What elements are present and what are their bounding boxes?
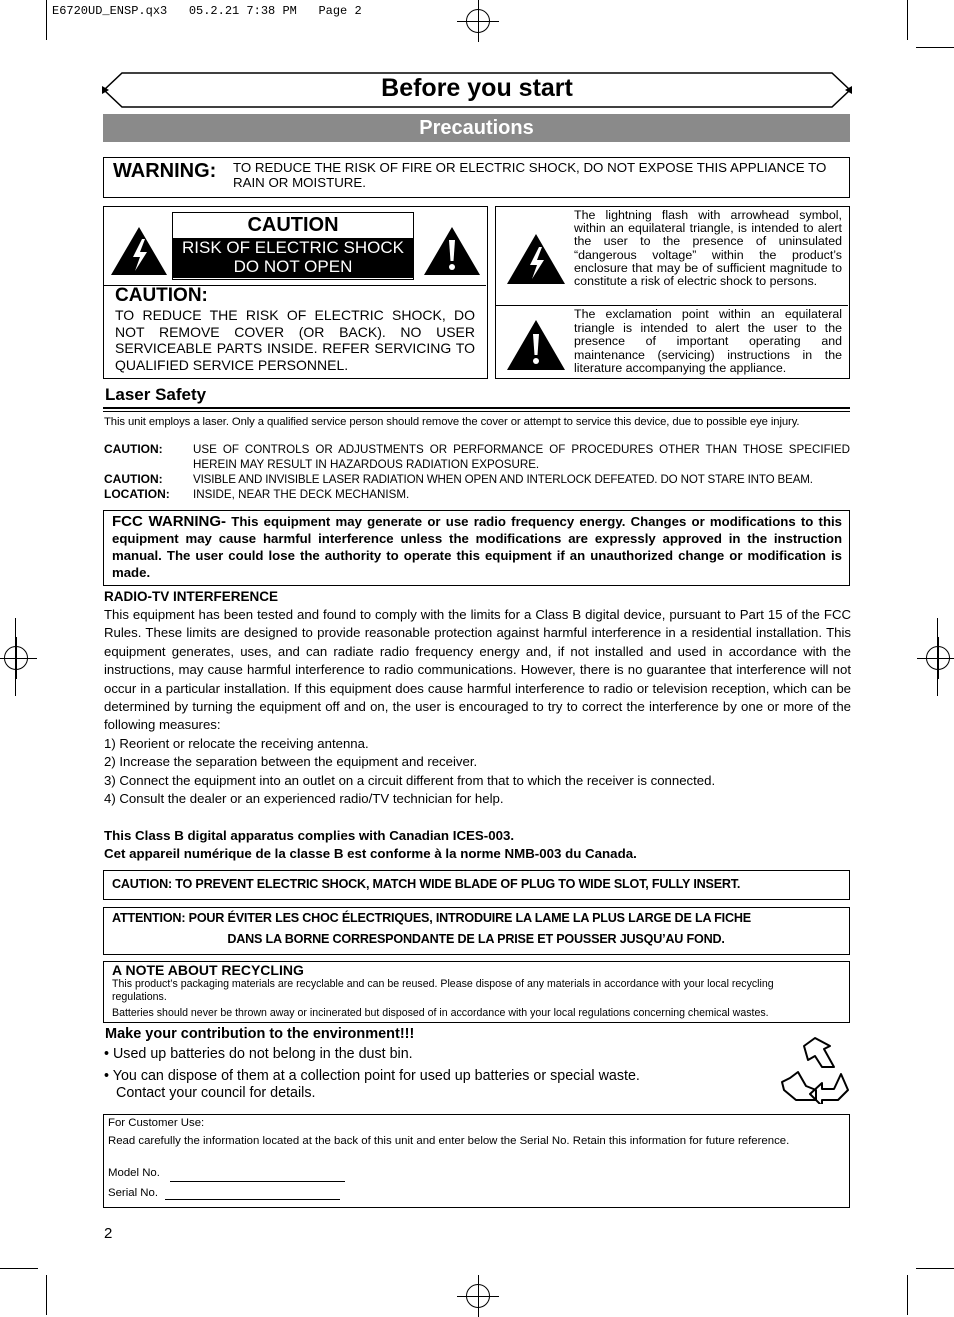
recycle-icon [778,1034,852,1104]
fcc-warning-text: This equipment may generate or use radio frequency energy. Changes or modifications to this equipment may cause harmful interference unless the modifications are expressly approved in the instruction manual. The user could lose the authority to operate this equipment if an unauthorized change or modification is made. [112,514,842,580]
laser-row-2-text: VISIBLE AND INVISIBLE LASER RADIATION WHEN OPEN AND INTERLOCK DEFEATED. DO NOT STARE INTO BEAM. [193,473,813,486]
laser-heading: Laser Safety [105,385,207,404]
caution-label-box [172,212,414,280]
crop-mark [907,0,908,40]
caution-text: TO REDUCE THE RISK OF ELECTRIC SHOCK, DO NOT REMOVE COVER (OR BACK). NO USER SERVICEABLE PARTS INSIDE. REFER SERVICING TO QUALIFIED SERVICE PERSONNEL. [115,307,475,373]
crop-mark [0,1268,38,1269]
recycling-line-1: This product’s packaging materials are recyclable and can be reused. Please dispose of any materials in accordance with your local recycling regulations. [112,978,774,1003]
crop-mark [916,47,954,48]
page-number: 2 [104,1225,113,1242]
measure-item-3: 3) Connect the equipment into an outlet on a circuit different from that to which the receiver is connected. [104,772,716,788]
caution-shock-line1: RISK OF ELECTRIC SHOCK [182,238,404,257]
measures-list [104,735,852,809]
laser-intro: This unit employs a laser. Only a qualified service person should remove the cover or attempt to service this device, due to possible eye injury. [104,416,800,428]
recycling-line-2: Batteries should never be thrown away or incinerated but disposed of in accordance with your local regulations concerning chemical wastes. [112,1007,769,1019]
plug-caution-box [103,870,850,900]
laser-row-3-text: INSIDE, NEAR THE DECK MECHANISM. [193,488,410,501]
lightning-symbol-icon [505,232,567,286]
caution-shock-line2: DO NOT OPEN [233,257,353,276]
recycling-box [103,961,850,1023]
registration-mark-icon [466,1284,490,1308]
registration-mark-icon [926,646,950,670]
customer-box [103,1114,850,1208]
measure-item-2: 2) Increase the separation between the equipment and receiver. [104,754,478,770]
environment-bullet-2-cont: Contact your council for details. [116,1085,316,1101]
fcc-warning-content [112,513,842,581]
crop-mark [907,1275,908,1315]
model-label: Model No. [108,1167,160,1179]
exclamation-symbol-text: The exclamation point within an equilateral triangle is intended to alert the user to the presence of important operating and maintenance (servicing) instructions in the literature accompanying the appliance. [574,307,842,375]
section-title [103,114,850,142]
radio-tv-text: This equipment has been tested and found to comply with the limits for a Class B digital device, pursuant to Part 15 of the FCC Rules. These limits are designed to provide reasonable protection against harmful interference in a residential installation. This equipment generates, uses, and can radiate radio frequency energy and, if not installed and used in accordance with the instructions, may cause harmful interference to radio communications. However, there is no guarantee that interference will not occur in a particular installation. If this equipment does cause harmful interference to radio or television reception, which can be determined by turning the equipment off and on, the user is encouraged to try to correct the interference by one or more of the following measures: [104,607,851,733]
page-title: Before you start [381,74,573,102]
symbols-box [495,206,850,379]
plug-caution-text: CAUTION: TO PREVENT ELECTRIC SHOCK, MATCH WIDE BLADE OF PLUG TO WIDE SLOT, FULLY INSERT. [112,877,741,891]
canada-line-1: This Class B digital apparatus complies with Canadian ICES-003. [104,828,515,843]
registration-mark-icon [4,646,28,670]
laser-heading-rule-thin [103,411,850,412]
environment-bullet-2: • You can dispose of them at a collection point for used up batteries or special waste. [104,1068,640,1084]
caution-label: CAUTION [247,214,339,236]
exclamation-warning-icon [422,225,482,277]
warning-label: WARNING: [113,160,217,182]
fcc-warning-label: FCC WARNING- [112,513,227,530]
measure-item-1: 1) Reorient or relocate the receiving antenna. [104,736,369,751]
attention-box [103,907,850,955]
warning-box [103,157,850,198]
laser-row-1-label: CAUTION: [104,442,163,456]
lightning-symbol-text: The lightning flash with arrowhead symbol, within an equilateral triangle, is intended to alert the user to the presence of uninsulated “dangerous voltage” within the product’s enclosure that may be of sufficient magnitude to constitute a risk of electric shock to persons. [574,208,842,289]
symbols-divider [496,305,848,306]
caution-box [103,206,488,379]
warning-text: TO REDUCE THE RISK OF FIRE OR ELECTRIC SHOCK, DO NOT EXPOSE THIS APPLIANCE TO RAIN OR MOISTURE. [233,160,827,190]
environment-heading: Make your contribution to the environment!!! [105,1026,415,1042]
section-title-text: Precautions [419,117,534,139]
customer-text: Read carefully the information located at the back of this unit and enter below the Serial No. Retain this information for future reference. [108,1135,790,1147]
caution-heading: CAUTION: [115,285,208,306]
radio-tv-heading: RADIO-TV INTERFERENCE [104,589,279,604]
recycling-heading: A NOTE ABOUT RECYCLING [112,962,304,978]
caution-shock-banner [173,238,413,278]
crop-mark [916,1268,954,1269]
exclamation-symbol-icon [505,318,567,372]
attention-line-2: DANS LA BORNE CORRESPONDANTE DE LA PRISE ET POUSSER JUSQU’AU FOND. [227,932,725,946]
laser-row-3-label: LOCATION: [104,487,170,501]
serial-field[interactable] [165,1199,340,1200]
lightning-warning-icon [109,225,169,277]
measure-item-4: 4) Consult the dealer or an experienced radio/TV technician for help. [104,791,504,807]
environment-bullet-1: • Used up batteries do not belong in the dust bin. [104,1046,413,1062]
crop-mark [46,0,47,40]
laser-row-1-text: USE OF CONTROLS OR ADJUSTMENTS OR PERFORMANCE OF PROCEDURES OTHER THAN THOSE SPECIFIED HEREIN MAY RESULT IN HAZARDOUS RADIATION EXPOSURE. [193,443,850,471]
canada-line-2: Cet appareil numérique de la classe B est conforme à la norme NMB-003 du Canada. [104,846,637,861]
attention-line-1: ATTENTION: POUR ÉVITER LES CHOC ÉLECTRIQUES, INTRODUIRE LA LAME LA PLUS LARGE DE LA FICHE [112,911,751,925]
laser-row-2-label: CAUTION: [104,472,163,486]
customer-heading: For Customer Use: [108,1117,205,1129]
registration-mark-icon [466,9,490,33]
serial-label: Serial No. [108,1187,159,1199]
print-header: E6720UD_ENSP.qx3 05.2.21 7:38 PM Page 2 [52,4,362,18]
model-field[interactable] [170,1181,345,1182]
crop-mark [46,1275,47,1315]
laser-heading-rule [103,407,850,409]
fcc-warning-box [103,510,850,586]
